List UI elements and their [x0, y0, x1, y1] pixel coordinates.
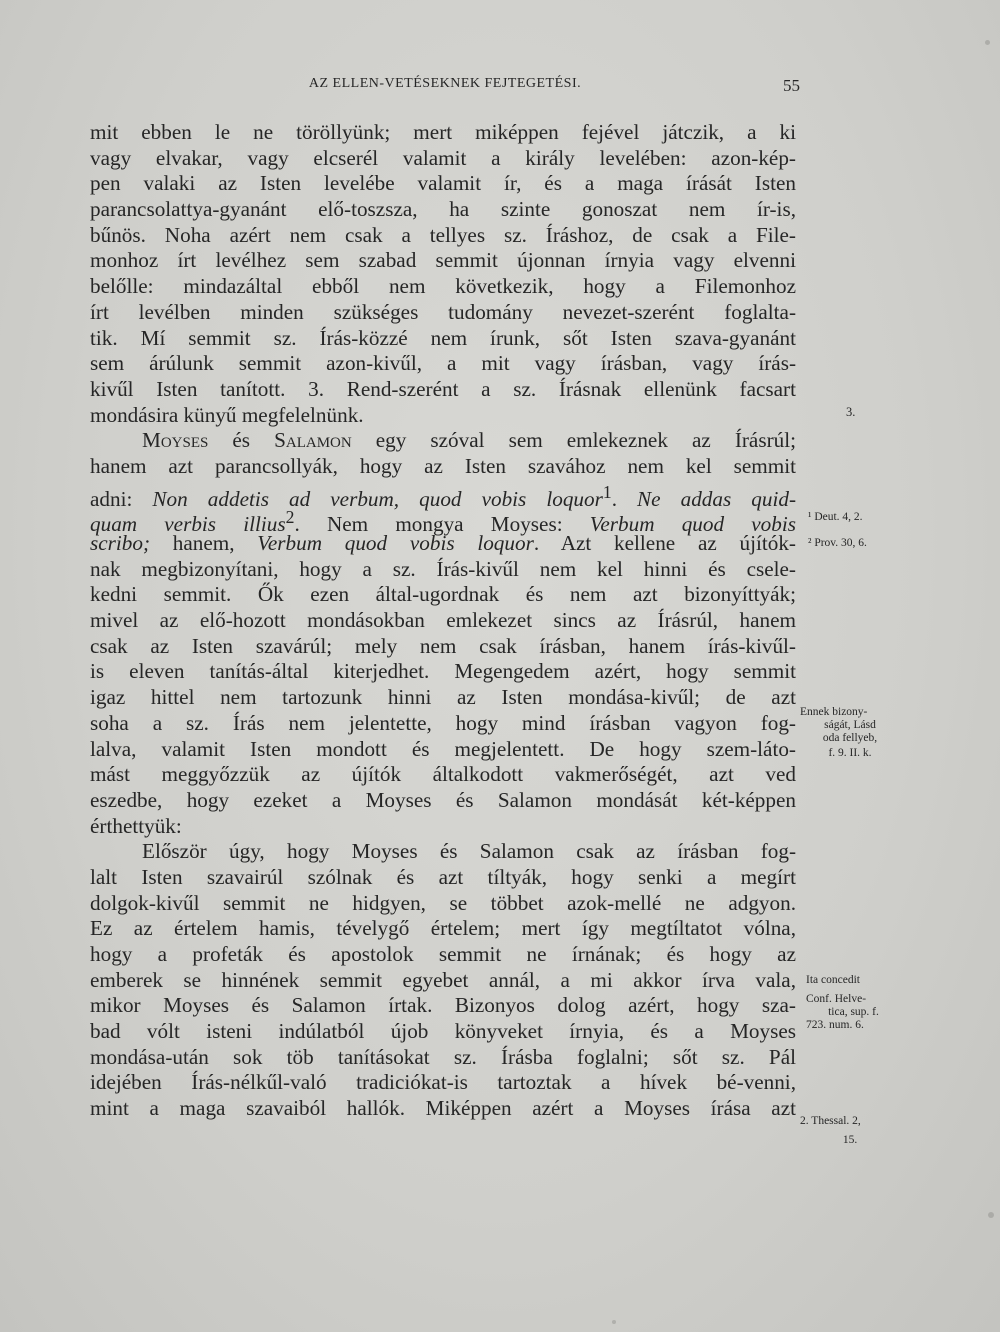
text-line: bűnös. Noha azért nem csak a tellyes sz. Íráshoz, de csak a File- [90, 222, 796, 247]
text-line: csak az Isten szavárúl; mely nem csak írásban, hanem írás-kivűl- [90, 633, 796, 658]
text-line: mint a maga szavaiból hallók. Miképpen azért a Moyses írása azt [90, 1096, 796, 1121]
text-line: bad vólt isteni indúlatból újob könyveket írnyia, és a Moyses [90, 1019, 796, 1044]
text-line: hanem azt parancsollyák, hogy az Isten szavához nem kel semmit [90, 453, 796, 478]
latin-quote: quam verbis illius [90, 512, 286, 537]
text-line: eszedbe, hogy ezeket a Moyses és Salamon mondását két-képpen [90, 787, 796, 812]
text-line [90, 428, 796, 454]
margin-note-line: ságát, Lásd [824, 719, 876, 731]
page-number: 55 [783, 76, 800, 95]
margin-note-text: ² Prov. 30, 6. [808, 537, 867, 549]
latin-quote: Non addetis ad verbum, quod vobis loquor [152, 486, 603, 511]
running-head: AZ ELLEN-VETÉSEKNEK FEJTEGETÉSI. [308, 76, 582, 91]
latin-quote: Ne addas quid- [637, 486, 797, 511]
text-line [90, 531, 796, 557]
margin-note-line: oda fellyeb, [822, 732, 878, 744]
margin-note-text: ¹ Deut. 4, 2. [808, 511, 863, 523]
latin-quote: scribo; [90, 531, 151, 555]
margin-note-thessal [800, 1115, 900, 1147]
text-line: pen valaki az Isten levelébe valamit ír, és a maga írását Isten [90, 171, 796, 196]
text-line: mást meggyőzzük az újítók általkodott vakmerőségét, azt ved [90, 762, 796, 787]
text-line: mivel az elő-hozott mondásokban emlekezet sincs az Írásrúl, hanem [90, 608, 796, 633]
margin-note-line: Ennek bizony- [800, 706, 868, 718]
text-line: dolgok-kivűl semmit ne hidgyen, se többet azok-mellé ne adgyon. [90, 890, 796, 915]
body-text [90, 120, 796, 1122]
text-line: parancsolattya-gyanánt elő-toszsza, ha szinte gonoszat nem ír-is, [90, 197, 796, 222]
text-line: tik. Mí semmit sz. Írás-közzé nem írunk, sőt Isten szava-gyanánt [90, 325, 796, 350]
margin-note-line: f. 9. II. k. [828, 747, 872, 759]
text-line: emberek se hinnének semmit egyebet annál, a mi akkor írva vala, [90, 967, 796, 992]
margin-note-line: 15. [842, 1134, 858, 1146]
text-line: vagy elvakar, vagy elcserél valamit a király levelében: azon-kép- [90, 145, 796, 170]
text-line: mondásira künyű megfelelnünk. [90, 402, 364, 427]
latin-quote: Verbum quod vobis loquor [257, 531, 534, 555]
text-line: mit ebben le ne töröllyünk; mert miképpen fejével játczik, a ki [90, 120, 796, 144]
text-line: mikor Moyses és Salamon írtak. Bizonyos dolog azért, hogy sza- [90, 993, 796, 1018]
paper-speck [612, 1320, 616, 1324]
text-fragment: . Nem mongya Moyses: [294, 512, 590, 537]
paper-speck [988, 1212, 994, 1218]
margin-note-line: Ita concedit [806, 974, 860, 986]
text-line: monhoz írt levélhez sem szabad semmit újonnan írnyia vagy elvenni [90, 248, 796, 273]
margin-note-deut [808, 511, 918, 524]
text-line: lalva, valamit Isten mondott és megjelentett. De hogy szem-láto- [90, 736, 796, 761]
text-line: Először úgy, hogy Moyses és Salamon csak az írásban fog- [142, 839, 796, 864]
text-fragment: adni: [90, 486, 153, 511]
margin-note-line: Conf. Helve- [806, 993, 867, 1005]
text-line: kedni semmit. Ők ezen által-ugordnak és nem azt bizonyíttyák; [90, 582, 796, 607]
margin-note-line: tica, sup. f. [828, 1006, 879, 1018]
text-line: mondása-után sok töb tanításokat sz. Írásba foglalni; sőt sz. Pál [90, 1044, 796, 1069]
text-fragment: hanem, [150, 531, 258, 555]
latin-quote: Verbum quod vobis [589, 512, 796, 537]
name-moyses: Moyses [142, 428, 209, 453]
footnote-ref: 2 [285, 507, 295, 528]
text-line: sem árúlunk semmit azon-kivűl, a mit vagy írásban, vagy írás- [90, 351, 796, 376]
margin-note-line: 2. Thessal. 2, [800, 1115, 861, 1127]
text-line: belőlle: mindazáltal ebből nem következik, hogy a Filemonhoz [90, 274, 796, 299]
page-header [90, 76, 800, 100]
margin-note-ennek [800, 706, 900, 760]
paper-speck [985, 40, 990, 45]
text-line [90, 505, 796, 537]
text-line: lalt Isten szavairúl szólnak és azt tíltyák, hogy senki a megírt [90, 864, 796, 889]
text-line: nak megbizonyítani, hogy a sz. Írás-kivűl nem kel hinni és csele- [90, 556, 796, 581]
text-line: Ez az értelem hamis, tévelygő értelem; mert így megtíltatot vólna, [90, 916, 796, 941]
text-line: soha a sz. Írás nem jelentette, hogy mind írásban vagyon fog- [90, 710, 796, 735]
text-line: érthettyük: [90, 813, 182, 838]
margin-note-line: 723. num. 6. [806, 1019, 864, 1031]
text-line [90, 480, 797, 511]
text-line: is eleven tanítás-által kiterjedhet. Megengedem azért, hogy semmit [90, 659, 796, 684]
text-fragment: . Azt kellene az újítók- [533, 531, 796, 555]
text-line: kivűl Isten tanított. 3. Rend-szerént a sz. Írásnak ellenünk facsart [90, 376, 796, 401]
margin-note-text: 3. [846, 405, 856, 419]
text-fragment: egy szóval sem emlekeznek az Írásrúl; [351, 428, 797, 453]
text-line: írt levélben minden szükséges tudomány nevezet-szerént foglalta- [90, 299, 796, 324]
text-line: hogy a profeták és apostolok semmit ne írnának; és hogy az [90, 942, 796, 966]
name-salamon: Salamon [274, 428, 352, 453]
text-line: idejében Írás-nélkűl-való tradiciókat-is tartoztak a hívek bé-venni, [90, 1070, 796, 1095]
margin-note-ita [806, 974, 901, 1032]
footnote-ref: 1 [602, 481, 612, 502]
text-fragment: és [208, 428, 275, 453]
margin-note-section-3 [846, 406, 956, 419]
text-line: igaz hittel nem tartozunk hinni az Isten mondása-kivűl; de azt [90, 685, 796, 710]
text-fragment: . [611, 486, 638, 511]
margin-note-prov [808, 537, 918, 550]
